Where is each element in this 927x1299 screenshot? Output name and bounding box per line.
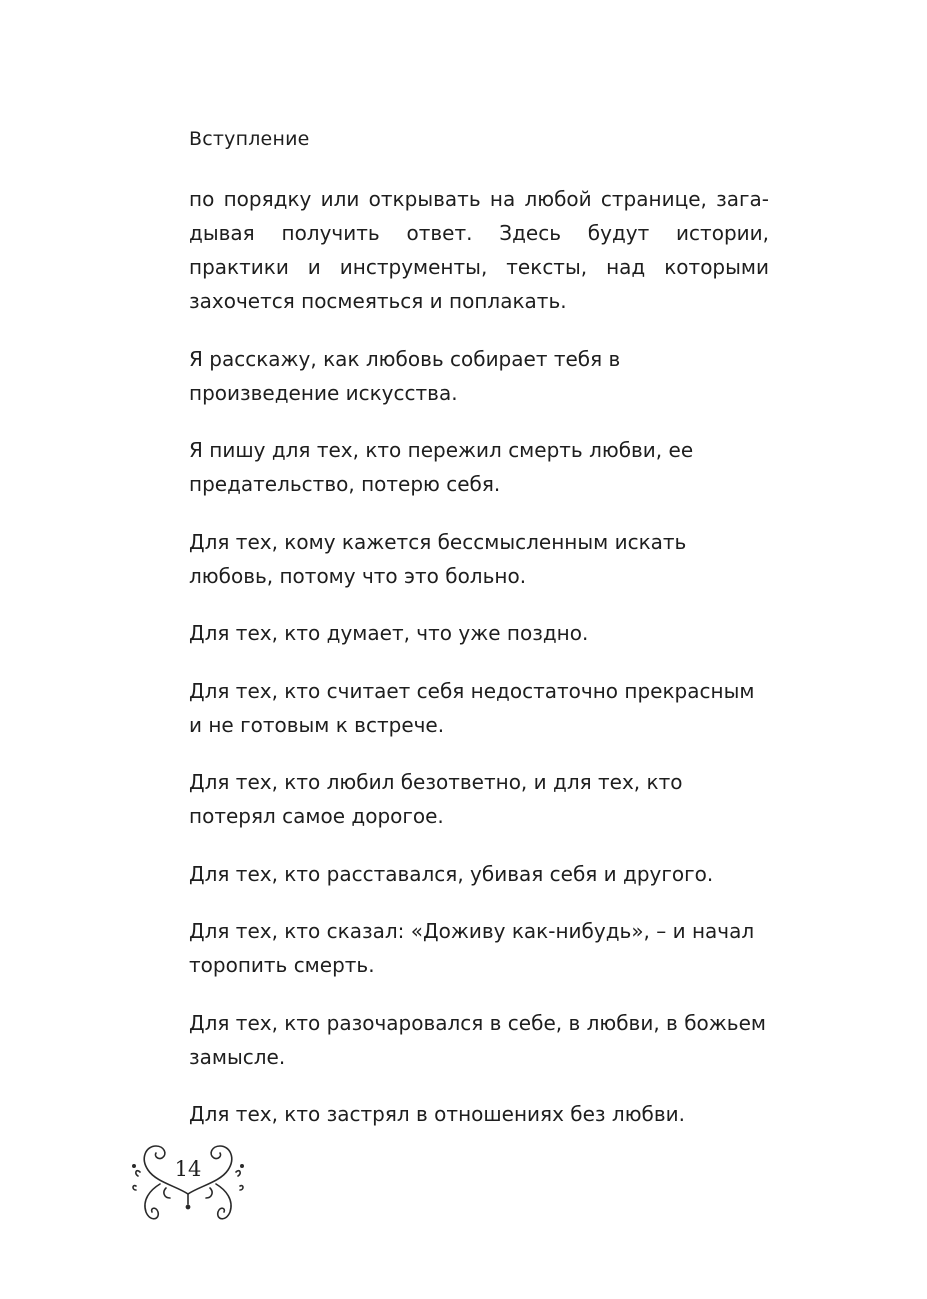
body-text [189,182,769,1155]
paragraph-6: Для тех, кто считает себя недостаточно прекрасным и не готовым к встрече. [189,678,755,737]
paragraph-10: Для тех, кто разочаровался в себе, в любви, в божьем замысле. [189,1010,766,1069]
paragraph-1: по порядку или открывать на любой странице, загадывая получить ответ. Здесь будут истории, практики и инструменты, тексты, над которыми захочется посмеяться и поплакать. [189,187,769,313]
paragraph-3: Я пишу для тех, кто пережил смерть любви, ее предательство, потерю себя. [189,438,694,496]
page-number: 14 [174,1157,202,1181]
paragraph-8: Для тех, кто расставался, убивая себя и другого. [189,861,714,886]
page-number-ornament [128,1138,248,1228]
paragraph-2: Я расскажу, как любовь собирает тебя в произведение искусства. [189,346,621,405]
paragraph-5: Для тех, кто думает, что уже поздно. [189,621,589,645]
paragraph-9: Для тех, кто сказал: «Доживу как-нибудь», – и начал торопить смерть. [189,919,755,977]
running-header-title: Вступление [189,128,310,150]
paragraph-11: Для тех, кто застрял в отношениях без любви. [189,1102,686,1126]
paragraph-7: Для тех, кто любил безответно, и для тех, кто потерял самое дорогое. [189,770,683,828]
paragraph-4: Для тех, кому кажется бессмысленным искать любовь, потому что это больно. [189,529,687,588]
heart-flourish-ornament-icon [128,1138,248,1228]
